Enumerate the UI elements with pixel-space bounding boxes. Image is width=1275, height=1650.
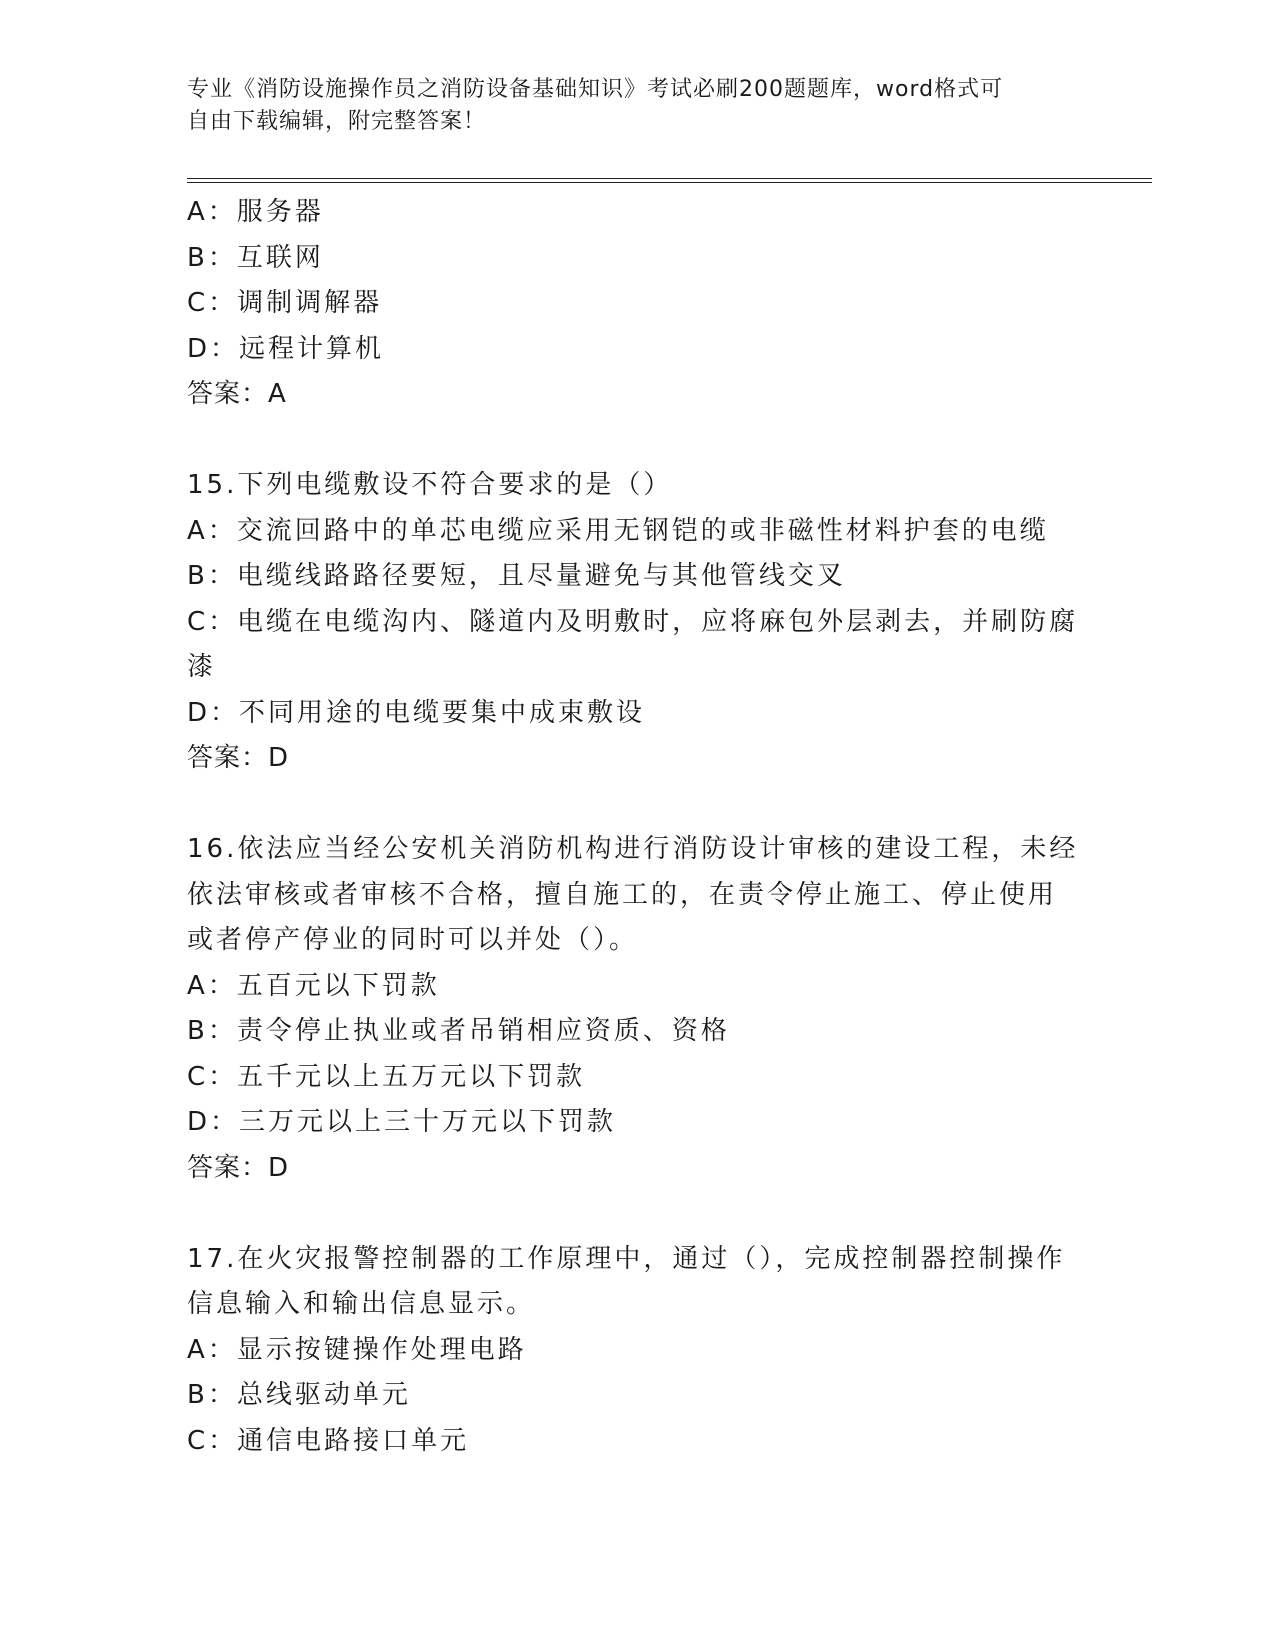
question-text: 17.在火灾报警控制器的工作原理中，通过（），完成控制器控制操作 — [187, 1243, 1066, 1274]
option-a: A：五百元以下罚款 — [187, 970, 440, 1001]
header-line-1: 专业《消防设施操作员之消防设备基础知识》考试必刷200题题库，word格式可 — [187, 77, 1004, 102]
option-b: B：总线驱动单元 — [187, 1380, 411, 1410]
question-16 — [187, 827, 1087, 1191]
spacer — [187, 418, 1087, 464]
spacer — [187, 1191, 1087, 1237]
option-d: D：不同用途的电缆要集中成束敷设 — [187, 697, 646, 728]
question-text: 15.下列电缆敷设不符合要求的是（） — [187, 470, 673, 500]
header-rule-top — [187, 178, 1152, 179]
option-c: C：电缆在电缆沟内、隧道内及明敷时，应将麻包外层剥去，并刷防腐 — [187, 606, 1079, 637]
prev-question-block — [187, 190, 1087, 418]
option-c: C：五千元以上五万元以下罚款 — [187, 1061, 586, 1092]
option-c: C：通信电路接口单元 — [187, 1425, 470, 1456]
option-c-continued: 漆 — [187, 652, 217, 682]
header-line-2: 自由下载编辑，附完整答案！ — [187, 109, 487, 134]
option-c: C：调制调解器 — [187, 288, 383, 318]
option-a: A：显示按键操作处理电路 — [187, 1334, 527, 1365]
question-text-continued: 依法审核或者审核不合格，擅自施工的，在责令停止施工、停止使用 — [187, 879, 1058, 910]
option-b: B：电缆线路路径要短，且尽量避免与其他管线交叉 — [187, 561, 846, 591]
option-d: D：三万元以上三十万元以下罚款 — [187, 1107, 617, 1137]
question-15 — [187, 463, 1087, 782]
document-header — [187, 74, 1087, 138]
question-17 — [187, 1237, 1087, 1465]
answer-line: 答案：A — [187, 379, 287, 409]
question-text-continued: 或者停产停业的同时可以并处（）。 — [187, 925, 639, 955]
spacer — [187, 782, 1087, 828]
answer-line: 答案：D — [187, 1152, 290, 1183]
option-b: B：互联网 — [187, 242, 324, 273]
option-a: A：服务器 — [187, 197, 324, 227]
question-text: 16.依法应当经公安机关消防机构进行消防设计审核的建设工程，未经 — [187, 834, 1079, 864]
answer-line: 答案：D — [187, 743, 290, 773]
question-list — [187, 190, 1087, 1464]
question-text-continued: 信息输入和输出信息显示。 — [187, 1289, 536, 1319]
header-rule-bottom — [187, 182, 1152, 183]
option-d: D：远程计算机 — [187, 333, 385, 364]
option-b: B：责令停止执业或者吊销相应资质、资格 — [187, 1016, 730, 1046]
option-a: A：交流回路中的单芯电缆应采用无钢铠的或非磁性材料护套的电缆 — [187, 515, 1049, 546]
